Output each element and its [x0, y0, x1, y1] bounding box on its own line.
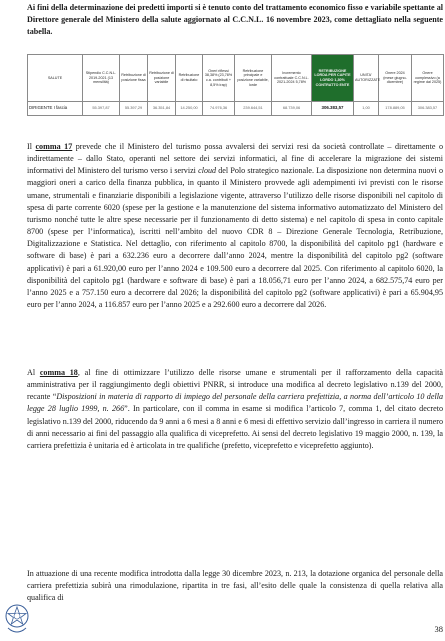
final-text: In attuazione di una recente modifica introdotta dalla legge 30 dicembre 2023, n. 213, la dotazione organica del personale della carriera prefettizia subirà una rimodulazione, ripartita in tre fasi, all’esito delle quale la consistenza di quella relativa alla qualifica di [27, 569, 443, 603]
republic-emblem-icon [4, 602, 30, 638]
row-label: DIRIGENTE I fascia [28, 102, 83, 116]
table-cell: 306.383,57 [412, 102, 444, 116]
table-cell: 14.250,00 [176, 102, 203, 116]
header-cell: Incremento contrattuale C.C.N.L. 2021-2024 5,78% [272, 55, 312, 102]
table-cell: 68.739,06 [272, 102, 312, 116]
table-cell-total: 306.383,57 [312, 102, 354, 116]
table-cell: 239.644,51 [235, 102, 272, 116]
header-cell: Retribuzione di posizione variabile [148, 55, 176, 102]
table-cell: 74.976,36 [203, 102, 235, 116]
cloud-term: cloud [198, 166, 217, 176]
header-cell: UNITA' AUTORIZZATE [354, 55, 379, 102]
header-cell: SALUTE [28, 55, 83, 102]
comma-18-text-2: ”. In particolare, con il comma in esame si modifica l’articolo 7, comma 1, del citato decreto legislativo n.139 del 2000, riducendo da 9 anni a 6 mesi a 8 anni e 6 mesi di effettivo servizio dall’ingresso in carriera il numero di anni necessario ai fini del passaggio alla qualifica di viceprefetto. Ai sensi del decreto legislativo 19 maggio 2000, n. 139, la carriera prefettizia è unitaria ed è articolata in tre qualifiche (prefetto, viceprefetto e viceprefetto aggiunto). [27, 404, 443, 450]
header-cell: Retribuzione principale e posizione variabile, lorde [235, 55, 272, 102]
comma-18-reference: comma 18 [39, 368, 78, 377]
table-cell: 55.397,87 [83, 102, 120, 116]
header-cell-highlight: RETRIBUZIONE LORDA PER CAPITE LORDO 1,30% CONTRATTO ENTE [312, 55, 354, 102]
comma-17-paragraph [27, 141, 443, 311]
comma-17-text-2: del Polo strategico nazionale. La disposizione non determina nuovi o maggiori oneri a carico della finanza pubblica, in quanto il Ministero provvede agli adempimenti ivi previsti con le risorse umane, strumentali e finanziarie disponibili a legislazione vigente, attraverso l’utilizzo delle risorse disponibili nel capitolo di spesa di parte corrente 6020 (spese per la gestione e la manutenzione del sistema informativo automatizzato del Ministero del turismo nonché tutte le altre spese necessarie per il funzionamento di detto sistema) e nel capitolo di spesa in conto capitale 8700 (spese per l’informatica), iscritti nell’ambito del nuovo CDR 8 – Direzione Generale Tecnologia, Retribuzione, Digitalizzazione e Statistica. Nel dettaglio, con riferimento al capitolo 8700, la disponibilità del capitolo pg1 (hardware e software di base) è pari a 632.236 euro a decorrere dall’anno 2024, mentre la disponibilità del capitolo pg2 (software applicativi) è pari a 61.920,00 euro per l’anno 2024 e 109.500 euro a decorrere dal 2025. Con riferimento al capitolo 6020, la disponibilità del capitolo pg1 (hardware e software di base) è pari a 18.056,71 euro per l’anno 2024, a 682.575,74 euro per l’anno 2025 e a 757.150 euro a decorrere dal 2026; la disponibilità del capitolo pg2 (software applicativi) è pari a 65.904,95 euro per l’anno 2024, a 116.857 euro per l’anno 2025 e a 292.600 euro a decorrere dal 2026. [27, 166, 443, 310]
header-cell: Stipendio C.C.N.L. 2019-2021 (13 mensilità) [83, 55, 120, 102]
cost-table [27, 54, 444, 116]
comma-18-text-1: , al fine di ottimizzare l’utilizzo delle risorse umane e strumentali per il rafforzamento della capacità amministrativa per il raggiungimento degli obiettivi PNRR, si introduce una modifica al decreto legislativo n.139 del 2000, recante “ [27, 368, 443, 402]
comma-17-lead: Il [27, 142, 36, 151]
header-cell: Onere complessivo (a regime dal 2025) [412, 55, 444, 102]
table-header-row [28, 55, 444, 102]
final-paragraph [27, 568, 443, 604]
comma-17-text-1: prevede che il Ministero del turismo possa avvalersi dei servizi resi da società controllate – direttamente o indirettamente – dallo Stato, operanti nel settore dei servizi informatici, al fine di accelerare la migrazione dei sistemi informativi del Ministero del turismo verso i servizi [27, 142, 443, 176]
intro-paragraph [27, 2, 443, 38]
header-cell: Retribuzione di risultato [176, 55, 203, 102]
table-row [28, 102, 444, 116]
table-cell: 1,00 [354, 102, 379, 116]
page-number: 38 [434, 624, 443, 634]
header-cell: Oneri riflessi 38,38% (23,78% c.a. contributi + 8,5% irap) [203, 55, 235, 102]
decree-title-quote: Disposizioni in materia di rapporto di impiego del personale della carriera prefettizia, a norma dell’articolo 10 della legge 28 luglio 1999, n. 266 [27, 392, 443, 414]
header-cell: Onere 2024 (mese giugno-dicembre) [379, 55, 412, 102]
table-cell: 55.397,29 [120, 102, 148, 116]
intro-text: Ai fini della determinazione dei predetti importi si è tenuto conto del trattamento economico fisso e variabile spettante al Direttore generale del Ministero della salute aggiornato al C.C.N.L. 16 novembre 2023, come dettagliato nella seguente tabella. [27, 3, 443, 37]
table-cell: 178.889,05 [379, 102, 412, 116]
comma-18-paragraph: Al comma 18, al fine di ottimizzare l’utilizzo delle risorse umane e strumentali per il rafforzamento della capacità amministrativa per il raggiungimento degli obiettivi PNRR, si introduce una modifica al decreto legislativo n.139 del 2000, recante “Disposizioni in materia di rapporto di impiego del personale della carriera prefettizia, a norma dell’articolo 10 della legge 28 luglio 1999, n. 266”. In particolare, con il comma in esame si modifica l’articolo 7, comma 1, del citato decreto legislativo n.139 del 2000, riducendo da 9 anni a 6 mesi a 8 anni e 6 mesi di effettivo servizio dall’ingresso in carriera il numero di anni necessario ai fini del passaggio alla qualifica di viceprefetto. Ai sensi del decreto legislativo 19 maggio 2000, n. 139, la carriera prefettizia è unitaria ed è articolata in tre qualifiche (prefetto, viceprefetto e viceprefetto aggiunto). [27, 368, 443, 450]
header-cell: Retribuzione di posizione fissa [120, 55, 148, 102]
comma-17-reference: comma 17 [35, 142, 73, 151]
table-cell: 36.351,84 [148, 102, 176, 116]
